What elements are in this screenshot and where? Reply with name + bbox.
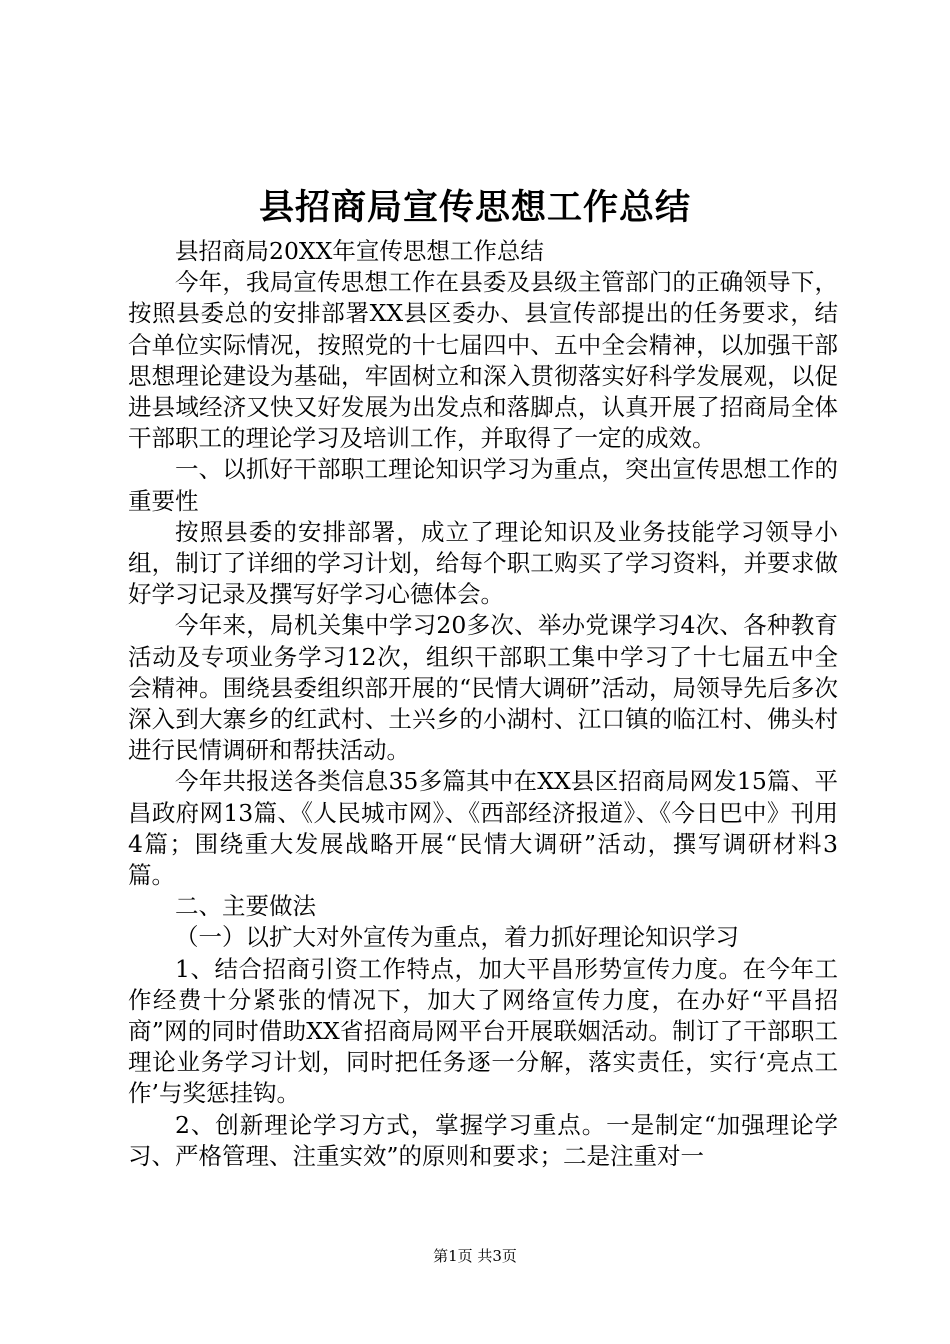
body-paragraph: 按照县委的安排部署，成立了理论知识及业务技能学习领导小组，制订了详细的学习计划，给每个职工购买了学习资料，并要求做好学习记录及撰写好学习心德体会。 [128, 517, 838, 609]
intro-paragraph: 今年，我局宣传思想工作在县委及县级主管部门的正确领导下，按照县委总的安排部署XX县区委办、县宣传部提出的任务要求，结合单位实际情况，按照党的十七届四中、五中全会精神，以加强干部思想理论建设为基础，牢固树立和深入贯彻落实好科学发展观，以促进县域经济又快又好发展为出发点和落脚点，认真开展了招商局全体干部职工的理论学习及培训工作，并取得了一定的成效。 [128, 268, 838, 453]
section-heading-1: 一、以抓好干部职工理论知识学习为重点，突出宣传思想工作的重要性 [128, 455, 838, 515]
body-paragraph: 1、结合招商引资工作特点，加大平昌形势宣传力度。在今年工作经费十分紧张的情况下，加大了网络宣传力度，在办好“平昌招商”网的同时借助XX省招商局网平台开展联姻活动。制订了干部职工理论业务学习计划，同时把任务逐一分解，落实责任，实行‘亮点工作’与奖惩挂钩。 [128, 954, 838, 1108]
document-body [128, 236, 838, 1172]
body-paragraph: 今年来，局机关集中学习20多次、举办党课学习4次、各种教育活动及专项业务学习12次，组织干部职工集中学习了十七届五中全会精神。围绕县委组织部开展的“民情大调研”活动，局领导先后多次深入到大寨乡的红武村、土兴乡的小湖村、江口镇的临江村、佛头村进行民情调研和帮扶活动。 [128, 611, 838, 765]
subsection-heading: （一）以扩大对外宣传为重点，着力抓好理论知识学习 [175, 923, 739, 952]
subtitle-paragraph: 县招商局20XX年宣传思想工作总结 [175, 237, 544, 265]
body-paragraph: 今年共报送各类信息35多篇其中在XX县区招商局网发15篇、平昌政府网13篇、《人民城市网》、《西部经济报道》、《今日巴中》刊用4篇；围绕重大发展战略开展“民情大调研”活动，撰写调研材料3篇。 [128, 767, 838, 890]
document-title: 县招商局宣传思想工作总结 [258, 187, 691, 228]
body-paragraph: 2、创新理论学习方式，掌握学习重点。一是制定“加强理论学习、严格管理、注重实效”的原则和要求；二是注重对一 [128, 1110, 838, 1170]
page-number-footer: 第1页 共3页 [433, 1247, 517, 1265]
section-heading-2: 二、主要做法 [175, 892, 316, 921]
